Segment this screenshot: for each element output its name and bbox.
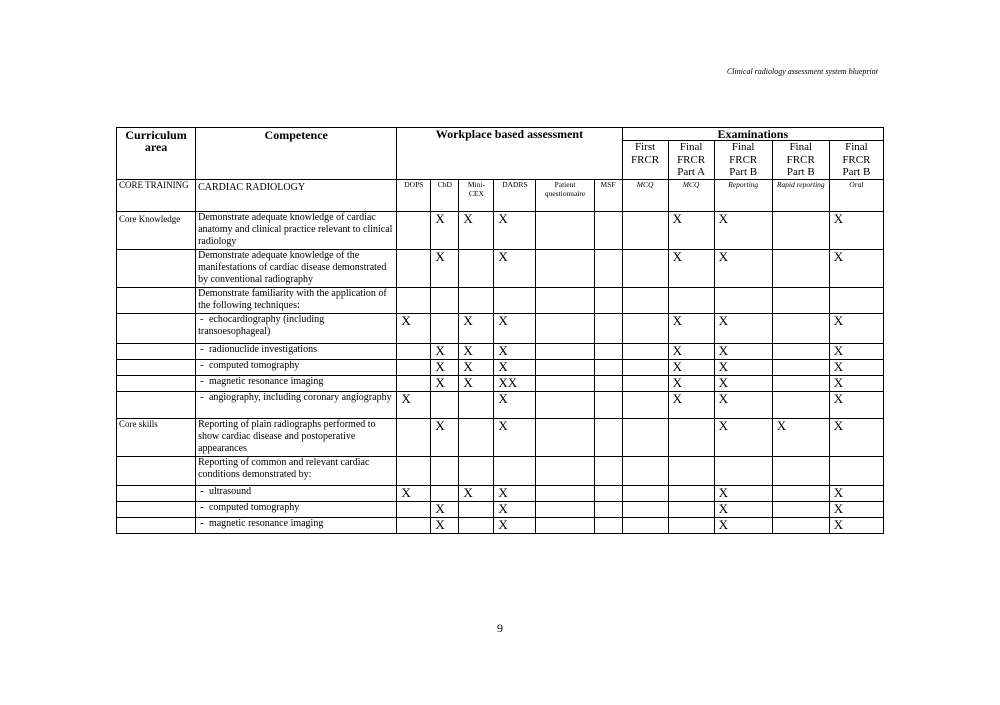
exam-header-line: Part B [729, 166, 758, 178]
assessment-mark [668, 456, 714, 485]
table-row [117, 313, 884, 343]
assessment-mark [536, 313, 594, 343]
assessment-mark: X [494, 485, 536, 501]
assessment-mark [431, 287, 459, 313]
assessment-mark [459, 456, 494, 485]
assessment-mark [622, 456, 668, 485]
exam-type-header: Reporting [714, 179, 772, 211]
assessment-mark [622, 485, 668, 501]
assessment-mark: X [829, 343, 883, 359]
assessment-mark [829, 456, 883, 485]
assessment-mark [536, 249, 594, 287]
competence-text: Reporting of common and relevant cardiac conditions demonstrated by: [198, 456, 370, 480]
competence-cell [196, 391, 397, 418]
exam-type-header: Rapid reporting [772, 179, 829, 211]
curriculum-area-cell [117, 287, 196, 313]
assessment-mark: X [829, 249, 883, 287]
assessment-mark [622, 501, 668, 517]
assessment-mark [459, 249, 494, 287]
assessment-mark [431, 456, 459, 485]
assessment-mark: X [494, 517, 536, 533]
curriculum-area-cell [117, 359, 196, 375]
curriculum-area-cell [117, 375, 196, 391]
exam-header-line: FRCR [786, 153, 815, 166]
exam-header-line: Final [679, 141, 703, 153]
assessment-mark: X [494, 501, 536, 517]
assessment-mark: X [494, 313, 536, 343]
assessment-mark: X [459, 359, 494, 375]
assessment-mark [594, 485, 622, 501]
bullet-dash: - [200, 343, 206, 355]
assessment-mark [494, 287, 536, 313]
assessment-mark [594, 517, 622, 533]
table-row [117, 287, 884, 313]
assessment-mark [536, 287, 594, 313]
exam-header-line: FRCR [677, 153, 706, 166]
wba-header: Workplace based assessment [397, 128, 622, 141]
assessment-mark: X [668, 249, 714, 287]
assessment-mark [594, 375, 622, 391]
assessment-mark [622, 249, 668, 287]
bullet-dash: - [200, 375, 206, 387]
assessment-mark: X [494, 391, 536, 418]
assessment-mark [397, 249, 431, 287]
bullet-dash: - [200, 485, 206, 497]
assessment-mark [594, 287, 622, 313]
competence-cell [196, 517, 397, 533]
exam-column-header [668, 141, 714, 180]
assessment-mark [536, 456, 594, 485]
wba-method-header: DOPS [397, 179, 431, 211]
curriculum-area-cell: Core Knowledge [117, 211, 196, 249]
assessment-mark [772, 287, 829, 313]
assessment-mark: X [714, 517, 772, 533]
competence-text: Reporting of plain radiographs performed to show cardiac disease and postoperative appearances [198, 418, 376, 454]
assessment-mark [536, 211, 594, 249]
assessment-mark [397, 517, 431, 533]
assessment-mark [459, 418, 494, 456]
competence-text: radionuclide investigations [208, 343, 317, 355]
curriculum-area-cell [117, 313, 196, 343]
competence-text: magnetic resonance imaging [208, 375, 324, 387]
assessment-mark: X [714, 249, 772, 287]
assessment-mark: X [494, 249, 536, 287]
assessment-mark: X [431, 501, 459, 517]
exam-header-line: Final [789, 141, 813, 153]
competence-text: echocardiography (including transoesophageal) [198, 313, 325, 337]
curriculum-area-cell [117, 485, 196, 501]
assessment-mark: X [829, 211, 883, 249]
exam-header-line: First [634, 141, 656, 153]
assessment-mark [668, 517, 714, 533]
exam-header-line: FRCR [631, 153, 660, 166]
assessment-mark [622, 418, 668, 456]
assessment-mark: X [714, 359, 772, 375]
curriculum-area-header: Curriculum area [117, 128, 196, 180]
competence-text: Demonstrate adequate knowledge of the manifestations of cardiac disease demonstrated by conventional radiography [198, 249, 387, 285]
assessment-mark: X [714, 485, 772, 501]
assessment-mark [459, 391, 494, 418]
assessment-mark [714, 287, 772, 313]
table-row [117, 501, 884, 517]
page-number: 9 [497, 621, 503, 635]
assessment-mark: X [772, 418, 829, 456]
assessment-mark [431, 391, 459, 418]
bullet-dash: - [200, 517, 206, 529]
header-row-3 [117, 179, 884, 211]
assessment-mark [622, 517, 668, 533]
assessment-mark [459, 517, 494, 533]
competence-cell [196, 211, 397, 249]
exam-column-header [622, 141, 668, 180]
assessment-mark [397, 375, 431, 391]
assessment-mark [536, 391, 594, 418]
curriculum-area-cell: Core skills [117, 418, 196, 456]
competence-header: Competence [196, 128, 397, 180]
assessment-mark: X [431, 249, 459, 287]
assessment-mark [397, 501, 431, 517]
table-row [117, 211, 884, 249]
assessment-mark: X [714, 418, 772, 456]
table-row [117, 343, 884, 359]
exam-column-header [714, 141, 772, 180]
assessment-mark: X [397, 391, 431, 418]
assessment-mark: X [668, 359, 714, 375]
assessment-mark: X [668, 313, 714, 343]
assessment-mark [397, 418, 431, 456]
assessment-mark: X [668, 343, 714, 359]
curriculum-area-cell [117, 249, 196, 287]
assessment-mark: X [668, 211, 714, 249]
assessment-mark: X [459, 343, 494, 359]
assessment-mark [594, 211, 622, 249]
assessment-mark [594, 456, 622, 485]
assessment-mark [536, 375, 594, 391]
assessment-mark: X [829, 375, 883, 391]
competence-cell [196, 313, 397, 343]
assessment-mark [668, 501, 714, 517]
assessment-mark [772, 391, 829, 418]
assessment-mark [622, 343, 668, 359]
assessment-mark: X [714, 313, 772, 343]
assessment-mark [459, 287, 494, 313]
exam-header-line: Part A [677, 166, 706, 178]
assessment-mark [668, 287, 714, 313]
assessment-mark: X [459, 313, 494, 343]
assessment-mark [829, 287, 883, 313]
assessment-mark: XX [494, 375, 536, 391]
assessment-mark [668, 485, 714, 501]
competence-cell [196, 501, 397, 517]
wba-header-spacer [397, 141, 622, 180]
exam-header-line: Part B [842, 166, 871, 178]
assessment-mark [494, 456, 536, 485]
assessment-mark [772, 313, 829, 343]
exam-header-line: Final [731, 141, 755, 153]
assessment-mark: X [431, 375, 459, 391]
assessment-mark [622, 359, 668, 375]
bullet-dash: - [200, 359, 206, 371]
assessment-mark: X [459, 485, 494, 501]
assessment-mark: X [714, 211, 772, 249]
assessment-mark [594, 359, 622, 375]
assessment-mark [397, 287, 431, 313]
assessment-mark [622, 287, 668, 313]
running-header: Clinical radiology assessment system blueprint [726, 67, 878, 76]
assessment-mark: X [494, 343, 536, 359]
competence-cell [196, 456, 397, 485]
bullet-dash: - [200, 313, 206, 325]
exam-header-line: Part B [786, 166, 815, 178]
table-row [117, 418, 884, 456]
assessment-mark [594, 501, 622, 517]
competence-cell [196, 359, 397, 375]
assessment-mark [536, 485, 594, 501]
exam-column-header [829, 141, 883, 180]
assessment-mark [772, 375, 829, 391]
curriculum-area-cell [117, 501, 196, 517]
assessment-mark [594, 391, 622, 418]
assessment-mark [536, 418, 594, 456]
table-row [117, 249, 884, 287]
exam-header-line: FRCR [729, 153, 758, 166]
wba-method-header: MSF [594, 179, 622, 211]
table-row [117, 485, 884, 501]
assessment-mark: X [829, 517, 883, 533]
assessment-mark [397, 456, 431, 485]
assessment-mark [431, 485, 459, 501]
assessment-mark [431, 313, 459, 343]
assessment-mark: X [397, 313, 431, 343]
assessment-mark: X [431, 418, 459, 456]
assessment-mark [536, 343, 594, 359]
competence-cell [196, 375, 397, 391]
table-row [117, 375, 884, 391]
assessment-mark [772, 211, 829, 249]
assessment-mark: X [431, 359, 459, 375]
assessment-mark: X [829, 501, 883, 517]
header-row-1 [117, 128, 884, 141]
assessment-mark [397, 211, 431, 249]
competence-text: computed tomography [208, 501, 300, 513]
assessment-mark: X [397, 485, 431, 501]
core-training-label: CORE TRAINING [117, 179, 196, 211]
assessment-mark: X [829, 485, 883, 501]
assessment-mark [594, 313, 622, 343]
assessment-mark: X [829, 418, 883, 456]
assessment-mark [668, 418, 714, 456]
table-row [117, 359, 884, 375]
exam-column-header [772, 141, 829, 180]
bullet-dash: - [200, 501, 206, 513]
wba-method-header: Mini-CEX [459, 179, 494, 211]
cardiac-radiology-label: CARDIAC RADIOLOGY [196, 179, 397, 211]
assessment-mark: X [459, 375, 494, 391]
competence-cell [196, 485, 397, 501]
assessment-mark: X [431, 517, 459, 533]
assessment-mark [397, 359, 431, 375]
competence-cell [196, 287, 397, 313]
assessment-mark [536, 359, 594, 375]
assessment-mark [772, 249, 829, 287]
assessment-mark [622, 375, 668, 391]
assessment-mark: X [714, 375, 772, 391]
exam-header-line: Final [845, 141, 868, 153]
assessment-mark: X [494, 211, 536, 249]
wba-method-header: Patient questionnaire [536, 179, 594, 211]
competence-cell [196, 249, 397, 287]
assessment-mark [536, 517, 594, 533]
competence-text: Demonstrate familiarity with the application of the following techniques: [198, 287, 387, 311]
assessment-mark [772, 359, 829, 375]
assessment-mark [622, 391, 668, 418]
curriculum-area-cell [117, 343, 196, 359]
assessment-mark: X [494, 359, 536, 375]
assessment-mark: X [714, 391, 772, 418]
assessment-mark [594, 343, 622, 359]
table-row [117, 391, 884, 418]
table-row [117, 517, 884, 533]
assessment-mark [397, 343, 431, 359]
exam-type-header: MCQ [668, 179, 714, 211]
competence-text: ultrasound [208, 485, 252, 497]
competence-text: angiography, including coronary angiography [208, 391, 392, 403]
assessment-mark [714, 456, 772, 485]
competence-text: magnetic resonance imaging [208, 517, 324, 529]
assessment-mark: X [829, 359, 883, 375]
assessment-mark [622, 211, 668, 249]
assessment-mark: X [431, 343, 459, 359]
exam-type-header: MCQ [622, 179, 668, 211]
wba-method-header: DADRS [494, 179, 536, 211]
wba-method-header: CbD [431, 179, 459, 211]
exam-header-line: FRCR [842, 153, 871, 166]
curriculum-area-cell [117, 391, 196, 418]
assessment-mark: X [829, 391, 883, 418]
assessment-mark: X [714, 343, 772, 359]
competence-text: computed tomography [208, 359, 300, 371]
assessment-mark [772, 501, 829, 517]
examinations-header: Examinations [622, 128, 883, 141]
assessment-mark [622, 313, 668, 343]
assessment-mark: X [431, 211, 459, 249]
exam-type-header: Oral [829, 179, 883, 211]
assessment-mark [459, 501, 494, 517]
assessment-blueprint-table [116, 127, 884, 534]
assessment-mark [772, 517, 829, 533]
competence-cell [196, 418, 397, 456]
assessment-mark: X [459, 211, 494, 249]
competence-cell [196, 343, 397, 359]
assessment-mark [772, 343, 829, 359]
competence-text: Demonstrate adequate knowledge of cardiac anatomy and clinical practice relevant to clinical radiology [198, 211, 393, 247]
curriculum-area-cell [117, 517, 196, 533]
table-row [117, 456, 884, 485]
assessment-mark: X [668, 375, 714, 391]
bullet-dash: - [200, 391, 206, 403]
assessment-mark [594, 418, 622, 456]
assessment-mark [772, 485, 829, 501]
assessment-mark [536, 501, 594, 517]
assessment-mark: X [829, 313, 883, 343]
assessment-mark: X [668, 391, 714, 418]
assessment-mark: X [494, 418, 536, 456]
curriculum-area-cell [117, 456, 196, 485]
assessment-mark [594, 249, 622, 287]
assessment-mark: X [714, 501, 772, 517]
assessment-mark [772, 456, 829, 485]
exam-header-line [625, 166, 666, 179]
